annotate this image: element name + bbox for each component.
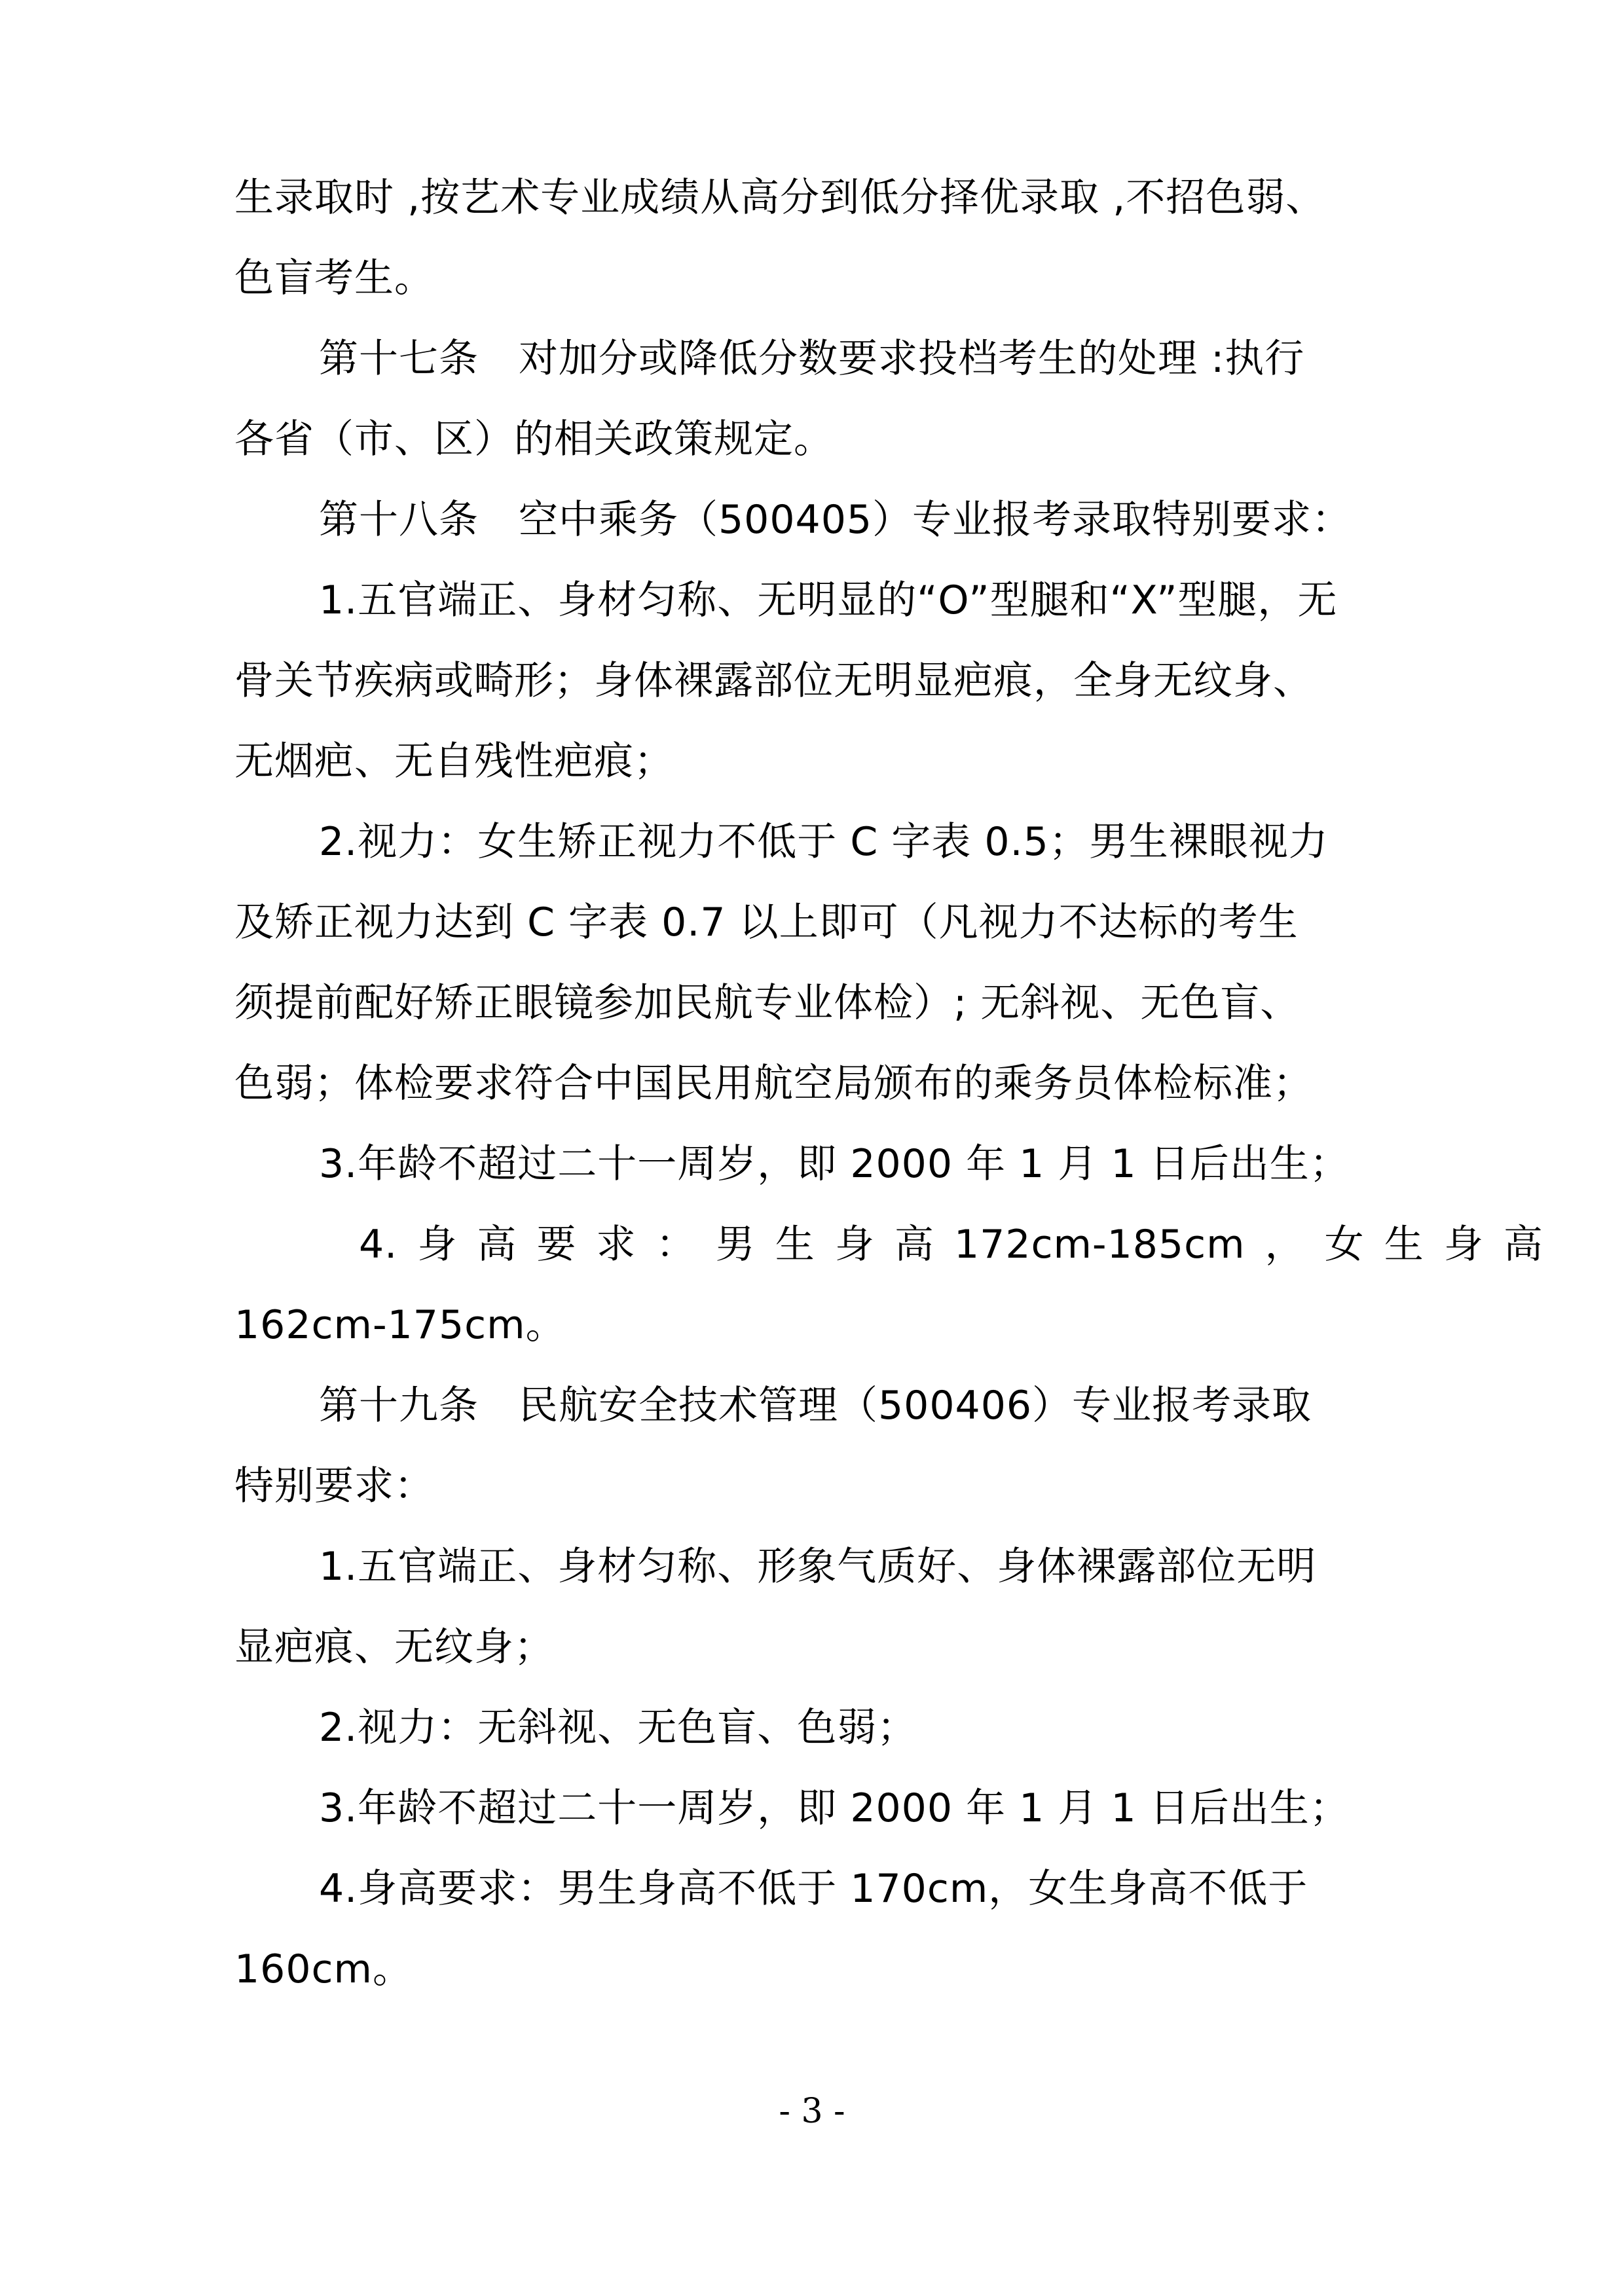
- text-line: 生录取时 ,按艺术专业成绩从高分到低分择优录取 ,不招色弱、: [234, 175, 1326, 221]
- list-item: 4. 身 高 要 求 ： 男 生 身 高 172cm-185cm ， 女 生 身 高: [359, 1222, 1543, 1267]
- list-item: 1.五官端正、身材匀称、形象气质好、身体裸露部位无明: [319, 1544, 1317, 1590]
- text-line: 须提前配好矫正眼镜参加民航专业体检）; 无斜视、无色盲、: [234, 980, 1301, 1026]
- text-line: 色弱；体检要求符合中国民用航空局颁布的乘务员体检标准；: [234, 1061, 1313, 1106]
- article-19-heading: 第十九条 民航安全技术管理（500406）专业报考录取: [319, 1383, 1312, 1429]
- text-line: 162cm-175cm。: [234, 1302, 566, 1348]
- list-item: 1.五官端正、身材匀称、无明显的“O”型腿和“X”型腿，无: [319, 577, 1338, 623]
- page-number: - 3 -: [779, 2092, 845, 2131]
- text-line: 特别要求：: [234, 1463, 434, 1509]
- list-item: 3.年龄不超过二十一周岁，即 2000 年 1 月 1 日后出生；: [319, 1141, 1350, 1187]
- text-line: 及矫正视力达到 C 字表 0.7 以上即可（凡视力不达标的考生: [234, 900, 1299, 945]
- article-18-heading: 第十八条 空中乘务（500405）专业报考录取特别要求：: [319, 497, 1352, 543]
- text-line: 显疤痕、无纹身；: [234, 1624, 554, 1670]
- list-item: 2.视力：女生矫正视力不低于 C 字表 0.5；男生裸眼视力: [319, 819, 1329, 865]
- list-item: 2.视力：无斜视、无色盲、色弱；: [319, 1705, 917, 1751]
- text-line: 各省（市、区）的相关政策规定。: [234, 416, 834, 462]
- text-line: 无烟疤、无自残性疤痕；: [234, 738, 674, 784]
- text-line: 色盲考生。: [234, 255, 434, 301]
- list-item: 3.年龄不超过二十一周岁，即 2000 年 1 月 1 日后出生；: [319, 1785, 1350, 1831]
- text-line: 160cm。: [234, 1946, 413, 1992]
- list-item: 4.身高要求：男生身高不低于 170cm，女生身高不低于: [319, 1866, 1308, 1912]
- text-line: 骨关节疾病或畸形；身体裸露部位无明显疤痕，全身无纹身、: [234, 658, 1313, 704]
- article-17-heading: 第十七条 对加分或降低分数要求投档考生的处理 :执行: [319, 336, 1305, 382]
